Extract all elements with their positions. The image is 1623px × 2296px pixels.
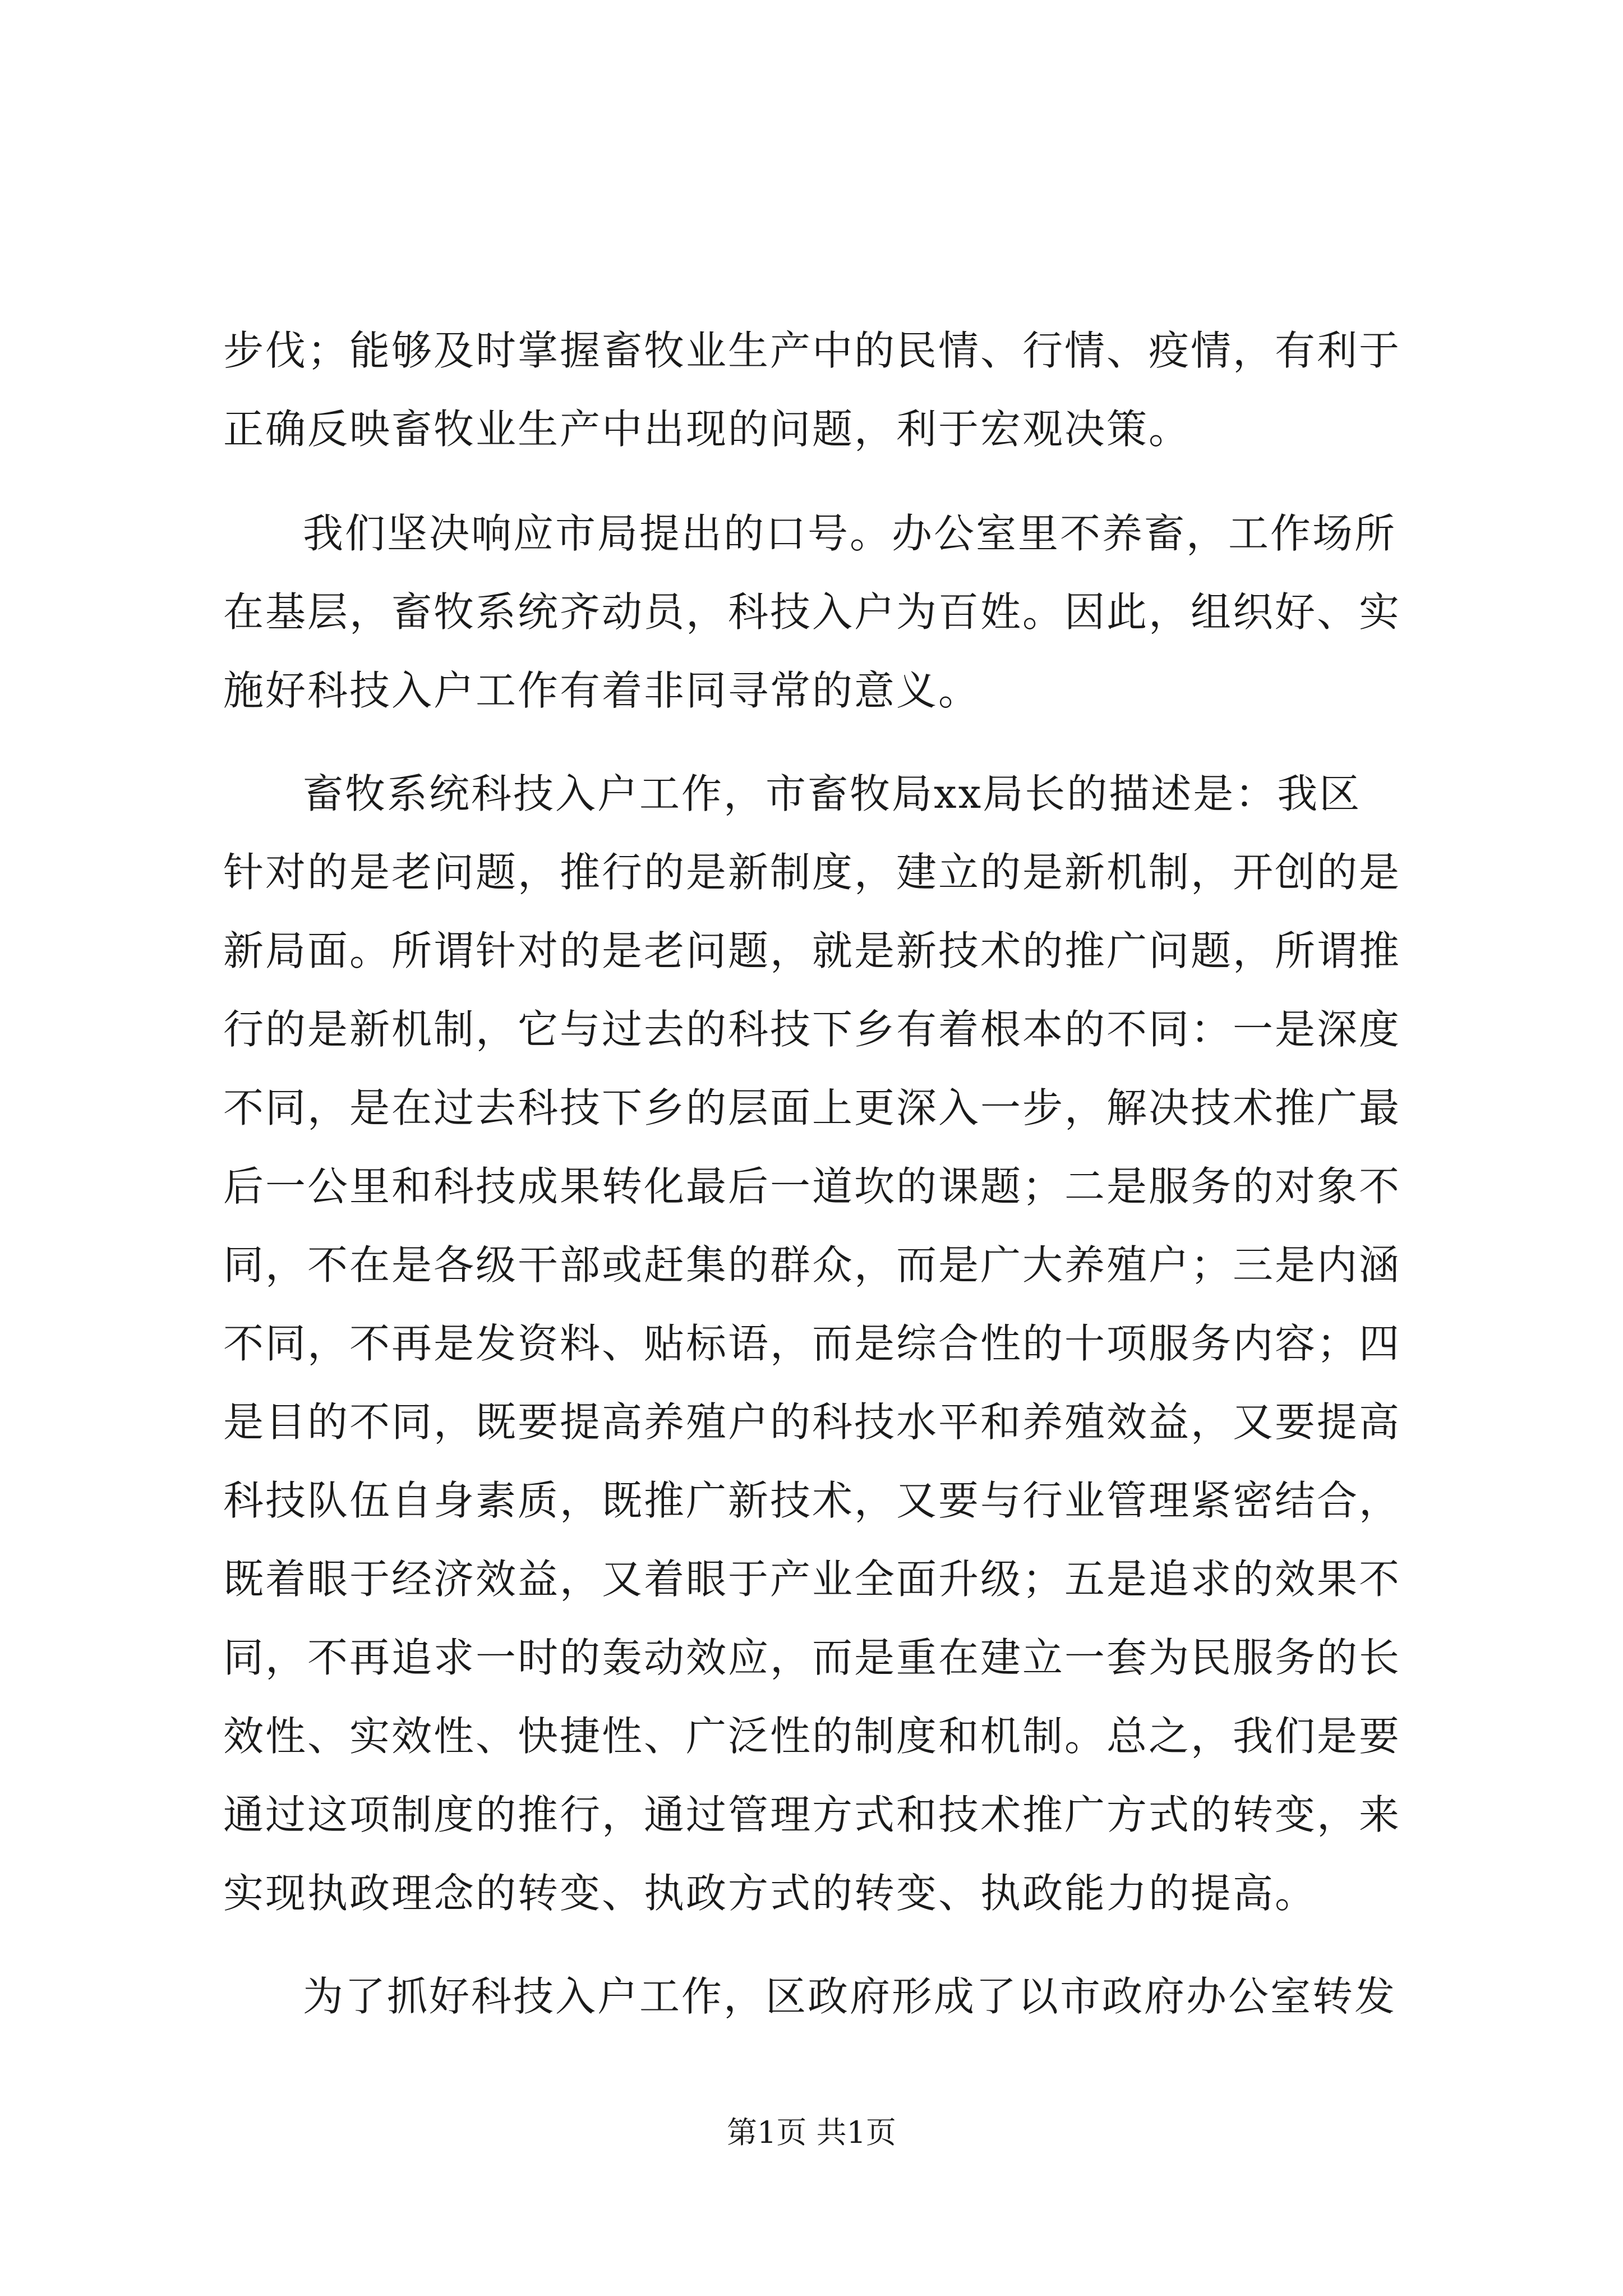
paragraph-line: 为了抓好科技入户工作，区政府形成了以市政府办公室转发 xyxy=(303,1973,1397,2020)
paragraph-line: 效性、实效性、快捷性、广泛性的制度和机制。总之，我们是要 xyxy=(223,1713,1401,1760)
paragraph-line: 同，不在是各级干部或赶集的群众，而是广大养殖户；三是内涵 xyxy=(223,1241,1401,1289)
paragraph-line: 施好科技入户工作有着非同寻常的意义。 xyxy=(223,667,981,714)
paragraph-line: 在基层，畜牧系统齐动员，科技入户为百姓。因此，组织好、实 xyxy=(223,588,1401,636)
paragraph-line: 新局面。所谓针对的是老问题，就是新技术的推广问题，所谓推 xyxy=(223,927,1401,974)
paragraph-line: 不同，是在过去科技下乡的层面上更深入一步，解决技术推广最 xyxy=(223,1084,1401,1131)
paragraph-line: 既着眼于经济效益，又着眼于产业全面升级；五是追求的效果不 xyxy=(223,1556,1401,1603)
paragraph-line: 步伐；能够及时掌握畜牧业生产中的民情、行情、疫情，有利于 xyxy=(223,327,1401,374)
paragraph-line: 畜牧系统科技入户工作，市畜牧局xx局长的描述是：我区 xyxy=(303,770,1362,817)
paragraph-line: 后一公里和科技成果转化最后一道坎的课题；二是服务的对象不 xyxy=(223,1163,1401,1210)
paragraph-line: 是目的不同，既要提高养殖户的科技水平和养殖效益，又要提高 xyxy=(223,1398,1401,1446)
paragraph-line: 同，不再追求一时的轰动效应，而是重在建立一套为民服务的长 xyxy=(223,1634,1401,1681)
paragraph-line: 通过这项制度的推行，通过管理方式和技术推广方式的转变，来 xyxy=(223,1791,1401,1838)
page-footer: 第1页 共1页 xyxy=(727,2115,896,2150)
paragraph-line: 不同，不再是发资料、贴标语，而是综合性的十项服务内容；四 xyxy=(223,1320,1401,1367)
paragraph-line: 正确反映畜牧业生产中出现的问题，利于宏观决策。 xyxy=(223,406,1191,453)
paragraph-line: 行的是新机制，它与过去的科技下乡有着根本的不同：一是深度 xyxy=(223,1006,1401,1053)
paragraph-line: 我们坚决响应市局提出的口号。办公室里不养畜，工作场所 xyxy=(303,510,1397,557)
paragraph-line: 针对的是老问题，推行的是新制度，建立的是新机制，开创的是 xyxy=(223,849,1401,896)
paragraph-line: 科技队伍自身素质，既推广新技术，又要与行业管理紧密结合， xyxy=(223,1477,1401,1524)
paragraph-line: 实现执政理念的转变、执政方式的转变、执政能力的提高。 xyxy=(223,1870,1317,1917)
